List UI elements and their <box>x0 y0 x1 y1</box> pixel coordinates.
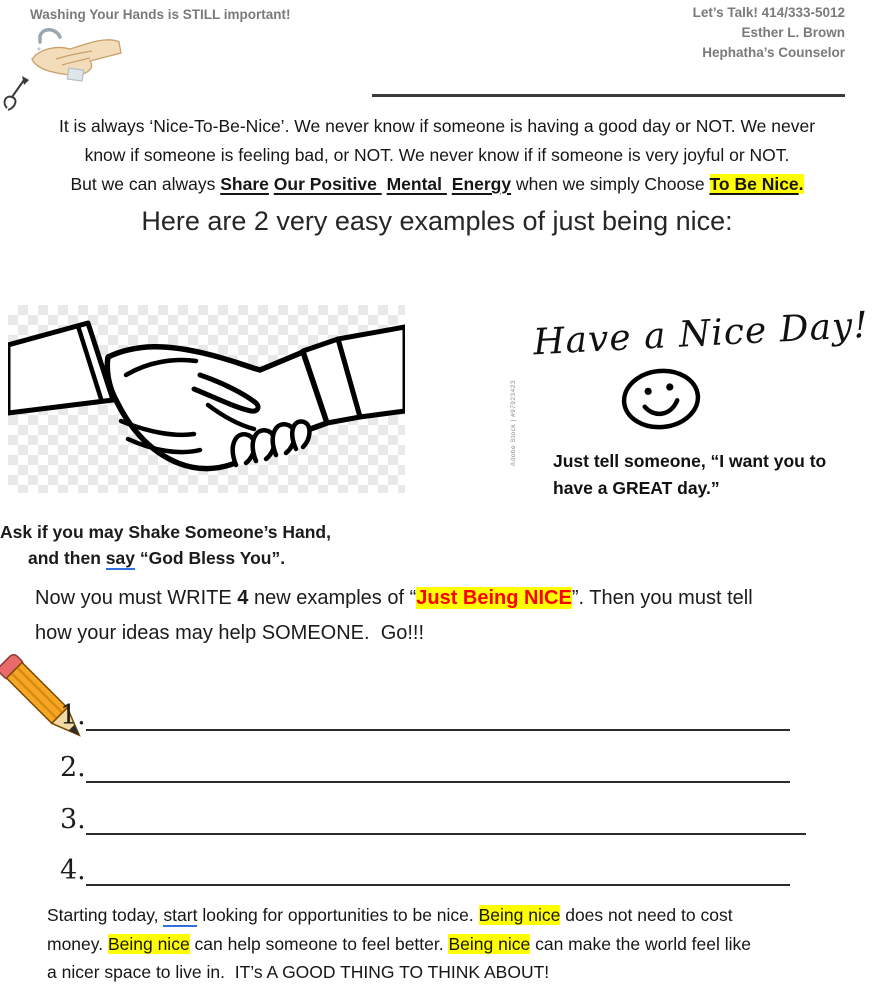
blank-number-2: 2. <box>60 752 86 783</box>
write-prompt-line2: how your ideas may help SOMEONE. Go!!! <box>35 622 425 644</box>
to-be-nice-highlight: To Be Nice <box>709 174 799 194</box>
closing-paragraph <box>47 901 847 987</box>
answer-line-2[interactable] <box>86 781 790 783</box>
write-prompt-line1: Now you must WRITE 4 new examples of “Just Being NICE”. Then you must tell <box>35 587 753 609</box>
answer-line-3[interactable] <box>86 833 806 835</box>
spellcheck-word: start <box>163 905 198 925</box>
being-nice-highlight: Being nice <box>478 905 561 925</box>
closing-line3: a nicer space to live in. IT’s A GOOD THING TO THINK ABOUT! <box>47 962 550 982</box>
intro-line-1: It is always ‘Nice-To-Be-Nice’. We never know if someone is having a good day or NOT. We never <box>58 116 816 136</box>
nice-day-handwriting: Have a Nice Day! <box>532 304 870 364</box>
nice-day-image <box>505 304 870 470</box>
examples-heading: Here are 2 very easy examples of just being nice: <box>141 206 733 236</box>
header-phone: Let’s Talk! 414/333-5012 <box>692 5 845 20</box>
header-left-title: Washing Your Hands is STILL important! <box>30 7 291 22</box>
washing-hands-image <box>26 25 126 83</box>
blank-number-3: 3. <box>60 804 86 835</box>
handshake-caption-line1: Ask if you may Shake Someone’s Hand, <box>0 522 331 542</box>
nice-day-caption: Just tell someone, “I want you to have a GREAT day.” <box>553 451 827 498</box>
answer-line-1[interactable] <box>86 729 790 731</box>
answer-line-4[interactable] <box>86 884 790 886</box>
blank-number-1: 1. <box>60 700 86 731</box>
closing-line1: Starting today, start looking for opportunities to be nice. Being nice does not need to cost <box>47 905 733 925</box>
handshake-drawing <box>8 305 405 493</box>
header-contact-block <box>693 3 845 63</box>
header-name: Esther L. Brown <box>741 25 845 40</box>
header-role: Hephatha’s Counselor <box>702 45 845 60</box>
spellcheck-word: say <box>105 548 135 568</box>
being-nice-highlight: Being nice <box>107 933 190 954</box>
just-being-nice-highlight: Just Being NICE <box>416 587 572 609</box>
name-line <box>372 94 845 97</box>
intro-line-2: know if someone is feeling bad, or NOT. We never know if if someone is very joyful or NOT. <box>84 145 790 165</box>
blank-number-4: 4. <box>60 855 86 886</box>
being-nice-highlight: Being nice <box>448 933 531 954</box>
pen-doodle-icon <box>0 72 32 114</box>
intro-line-3: But we can always Share Our Positive Mental Energy when we simply Choose To Be Nice. <box>70 174 804 194</box>
intro-paragraph <box>8 112 866 199</box>
handshake-caption <box>0 519 331 571</box>
handshake-caption-line2: and then say “God Bless You”. <box>28 548 286 568</box>
pencil-icon <box>0 640 108 780</box>
stock-watermark: Adobe Stock | #97923423 <box>510 380 517 467</box>
closing-line2: money. Being nice can help someone to feel better. Being nice can make the world feel like <box>47 933 752 954</box>
handshake-image <box>8 305 405 493</box>
write-prompt <box>35 581 845 651</box>
smiley-icon <box>617 364 705 434</box>
